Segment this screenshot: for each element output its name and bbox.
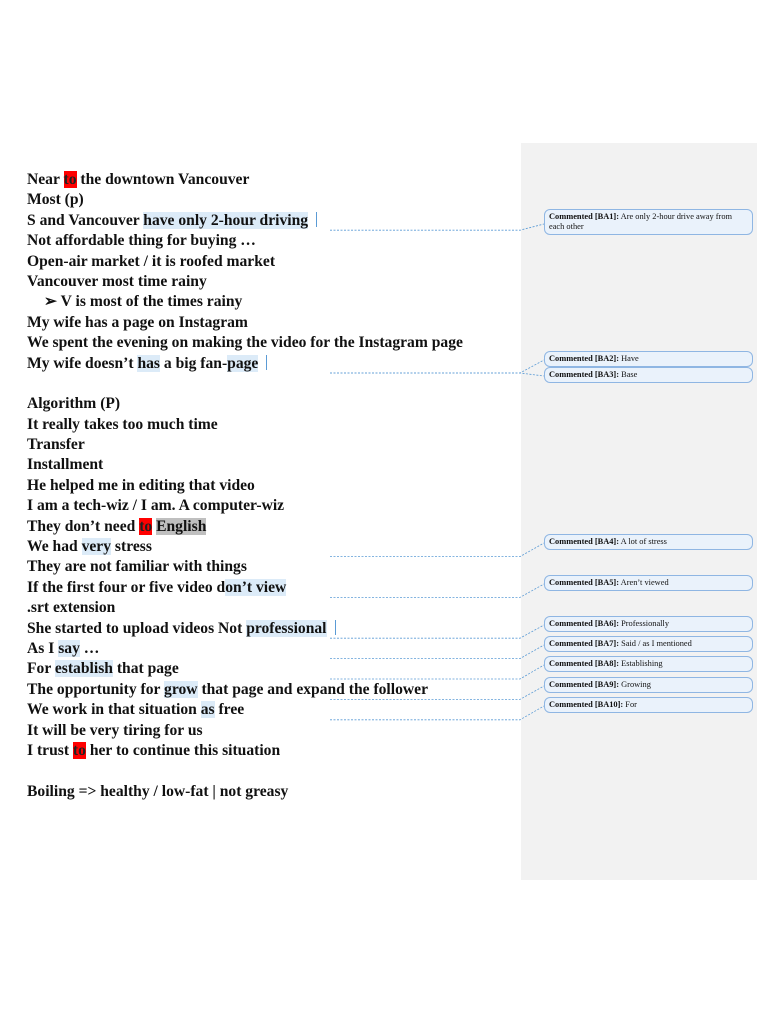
comment-text: Are only 2-hour drive away from each other (549, 212, 733, 231)
text-run: We spent the evening on making the video for the Instagram page (27, 334, 463, 352)
text-run: stress (111, 538, 152, 556)
text-line (27, 313, 517, 333)
commented-text: very (81, 538, 112, 556)
comment-balloon[interactable] (544, 616, 753, 632)
comment-text: Said / as I mentioned (619, 639, 692, 648)
comment-anchor-marker (266, 355, 267, 370)
comment-label: Commented [BA10]: (549, 700, 624, 709)
text-line (27, 190, 517, 210)
text-run: Boiling => healthy / low-fat | not greasy (27, 782, 289, 800)
text-line (27, 639, 517, 659)
text-run: Algorithm (P) (27, 395, 121, 413)
text-run: We had (27, 538, 82, 556)
text-line (27, 537, 517, 557)
comment-label: Commented [BA5]: (549, 578, 620, 587)
text-run: It really takes too much time (27, 415, 218, 433)
comment-balloon[interactable] (544, 575, 753, 591)
text-run: the downtown Vancouver (76, 171, 250, 188)
text-run: her to continue this situation (85, 741, 281, 759)
text-line (27, 598, 517, 618)
text-run: She started to upload videos Not (27, 619, 247, 637)
comment-text: Growing (619, 680, 651, 689)
commented-text: have only 2-hour driving (143, 211, 309, 229)
comment-text: For (623, 700, 637, 709)
text-line (27, 619, 517, 639)
text-run: He helped me in editing that video (27, 476, 255, 494)
commented-text: establish (54, 660, 113, 678)
commented-text: grow (164, 680, 198, 698)
text-run: S and Vancouver (27, 211, 144, 229)
comment-balloon[interactable] (544, 677, 753, 693)
text-line (27, 517, 517, 537)
comment-label: Commented [BA2]: (549, 354, 620, 363)
comment-label: Commented [BA6]: (549, 619, 620, 628)
text-line (27, 354, 517, 374)
comment-balloon[interactable] (544, 367, 753, 383)
text-line (27, 415, 517, 435)
comment-text: Aren’t viewed (619, 578, 669, 587)
text-line (27, 333, 517, 353)
text-line (27, 231, 517, 251)
highlight-red: to (72, 741, 86, 759)
text-line (27, 292, 517, 312)
text-run: They don’t need (27, 517, 140, 535)
text-run: I am a tech-wiz / I am. A computer-wiz (27, 497, 285, 515)
comment-balloon[interactable] (544, 534, 753, 550)
text-line (27, 252, 517, 272)
comment-label: Commented [BA4]: (549, 537, 620, 546)
comment-text: Base (619, 370, 638, 379)
text-line (27, 578, 517, 598)
text-run: For (27, 660, 55, 678)
commented-text: has (137, 354, 160, 372)
text-run: Vancouver most time rainy (27, 272, 207, 290)
comment-balloon[interactable] (544, 697, 753, 713)
text-run: Transfer (27, 436, 85, 454)
comment-balloon[interactable] (544, 656, 753, 672)
text-run: that page and expand the follower (197, 680, 428, 698)
text-line (27, 170, 517, 190)
document-body[interactable] (27, 170, 517, 802)
text-run: I trust (27, 741, 73, 759)
blank-line (27, 374, 517, 394)
text-run: It will be very tiring for us (27, 721, 203, 739)
commented-text: on’t view (225, 578, 287, 596)
text-run: They are not familiar with things (27, 558, 247, 576)
text-run: free (214, 701, 245, 719)
comment-text: Professionally (619, 619, 670, 628)
text-line (27, 455, 517, 475)
text-run: If the first four or five video d (27, 578, 226, 596)
text-run: that page (112, 660, 179, 678)
text-line (27, 700, 517, 720)
comment-balloon[interactable] (544, 636, 753, 652)
text-line (27, 272, 517, 292)
text-run: a big fan- (159, 354, 228, 372)
comment-balloon[interactable] (544, 351, 753, 367)
text-line (27, 741, 517, 761)
text-line (27, 680, 517, 700)
text-run: .srt extension (27, 599, 116, 617)
text-line (27, 476, 517, 496)
text-run: ➢ V is most of the times rainy (44, 293, 243, 311)
text-line (27, 211, 517, 231)
text-run: Installment (27, 456, 104, 474)
text-line (27, 659, 517, 679)
text-line (27, 496, 517, 516)
highlight-red: to (139, 517, 153, 535)
text-run: My wife doesn’t (27, 354, 138, 372)
text-run: As I (27, 639, 59, 657)
text-run: Most (p) (27, 191, 84, 209)
commented-text: as (200, 701, 215, 719)
blank-line (27, 761, 517, 781)
comment-label: Commented [BA1]: (549, 212, 620, 221)
commented-text: page (227, 354, 259, 372)
text-run: The opportunity for (27, 680, 165, 698)
commented-text: professional (246, 619, 327, 637)
highlight-gray: English (156, 517, 207, 535)
comment-label: Commented [BA8]: (549, 659, 620, 668)
text-run: … (79, 639, 100, 657)
comment-text: Have (619, 354, 639, 363)
text-run: We work in that situation (27, 701, 201, 719)
text-run: My wife has a page on Instagram (27, 313, 248, 331)
text-run: Near (27, 171, 64, 188)
text-run: Not affordable thing for buying … (27, 232, 256, 250)
comment-balloon[interactable] (544, 209, 753, 235)
comment-label: Commented [BA9]: (549, 680, 620, 689)
text-line (27, 394, 517, 414)
text-line (27, 435, 517, 455)
comment-anchor-marker (316, 212, 317, 227)
text-line (27, 782, 517, 802)
comment-text: A lot of stress (619, 537, 667, 546)
comment-label: Commented [BA3]: (549, 370, 620, 379)
comment-pane (521, 143, 757, 880)
comment-text: Establishing (619, 659, 663, 668)
commented-text: say (58, 639, 80, 657)
text-line (27, 557, 517, 577)
comment-label: Commented [BA7]: (549, 639, 620, 648)
comment-anchor-marker (335, 620, 336, 635)
text-line (27, 721, 517, 741)
highlight-red: to (63, 171, 77, 188)
text-run: Open-air market / it is roofed market (27, 252, 276, 270)
